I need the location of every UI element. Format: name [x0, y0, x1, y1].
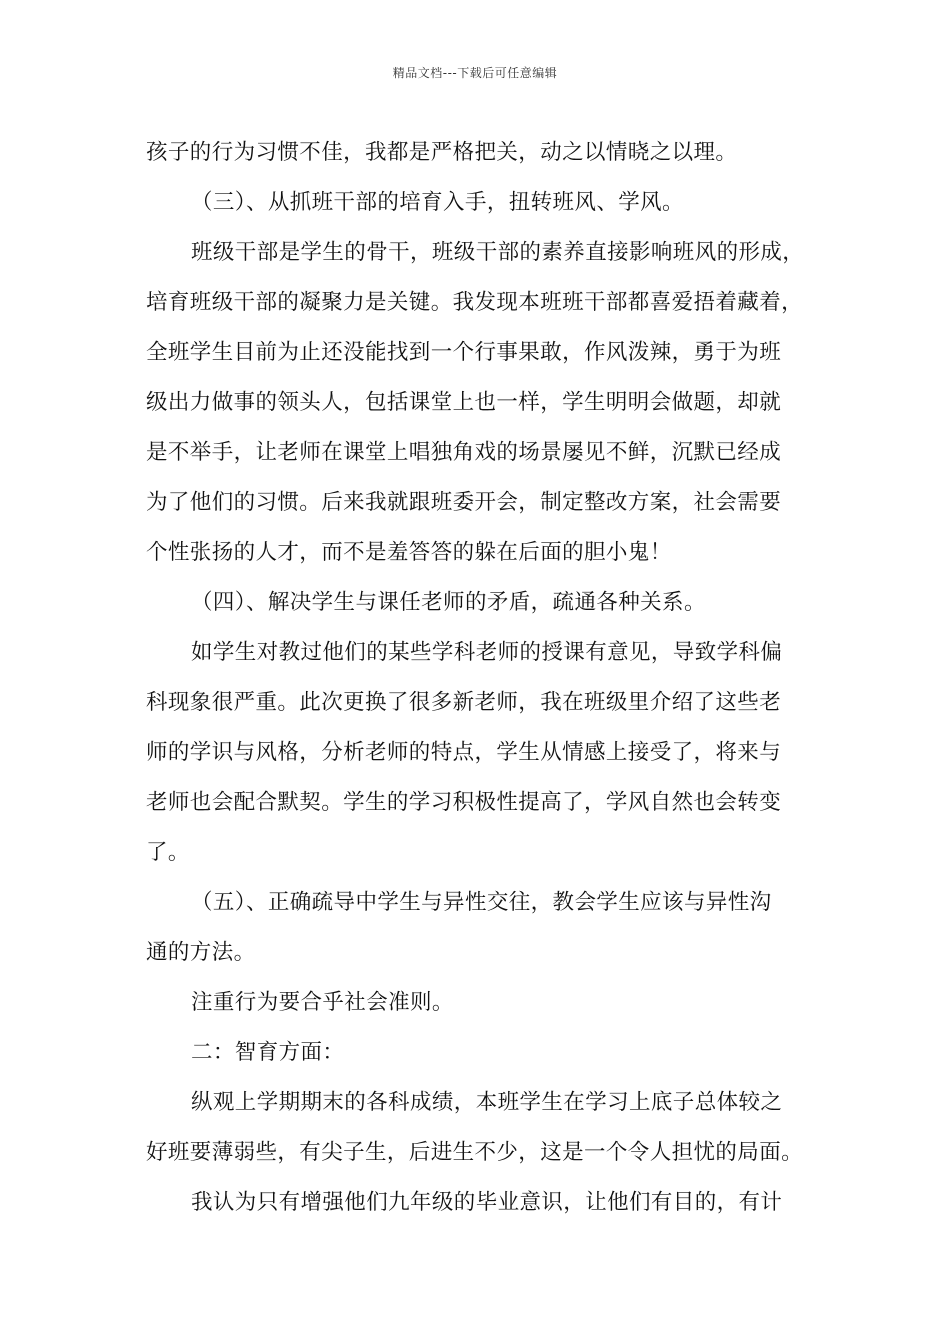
text-line: 师的学识与风格，分析老师的特点，学生从情感上接受了，将来与	[146, 740, 782, 765]
text-line: 为了他们的习惯。后来我就跟班委开会，制定整改方案，社会需要	[146, 490, 782, 515]
text-line: 培育班级干部的凝聚力是关键。我发现本班班干部都喜爱捂着藏着，	[146, 290, 804, 315]
section-heading: （五）、正确疏导中学生与异性交往，教会学生应该与异性沟	[191, 890, 772, 915]
text-line: 如学生对教过他们的某些学科老师的授课有意见，导致学科偏	[191, 640, 783, 665]
text-line: 班级干部是学生的骨干，班级干部的素养直接影响班风的形成，	[191, 240, 805, 265]
text-line: 纵观上学期期末的各科成绩，本班学生在学习上底子总体较之	[191, 1090, 783, 1115]
text-line: 是不举手，让老师在课堂上唱独角戏的场景屡见不鲜，沉默已经成	[146, 440, 782, 465]
text-line: 好班要薄弱些，有尖子生，后进生不少，这是一个令人担忧的局面。	[146, 1140, 804, 1165]
section-heading: （四）、解决学生与课任老师的矛盾，疏通各种关系。	[191, 590, 706, 615]
page-header: 精品文档---下载后可任意编辑	[392, 66, 558, 80]
text-line: 孩子的行为习惯不佳，我都是严格把关，动之以情晓之以理。	[146, 140, 738, 165]
text-line: 老师也会配合默契。学生的学习积极性提高了，学风自然也会转变	[146, 790, 782, 815]
section-heading: 二：智育方面：	[191, 1040, 345, 1065]
section-heading: （三）、从抓班干部的培育入手，扭转班风、学风。	[191, 190, 684, 215]
text-line: 通的方法。	[146, 940, 256, 965]
text-line: 我认为只有增强他们九年级的毕业意识，让他们有目的，有计	[191, 1190, 783, 1215]
text-line: 个性张扬的人才，而不是羞答答的躲在后面的胆小鬼！	[146, 540, 672, 565]
text-line: 科现象很严重。此次更换了很多新老师，我在班级里介绍了这些老	[146, 690, 782, 715]
text-line: 了。	[146, 840, 190, 865]
text-line: 全班学生目前为止还没能找到一个行事果敢，作风泼辣，勇于为班	[146, 340, 782, 365]
text-line: 级出力做事的领头人，包括课堂上也一样，学生明明会做题，却就	[146, 390, 782, 415]
document-body	[146, 128, 814, 1228]
text-line: 注重行为要合乎社会准则。	[191, 990, 454, 1015]
